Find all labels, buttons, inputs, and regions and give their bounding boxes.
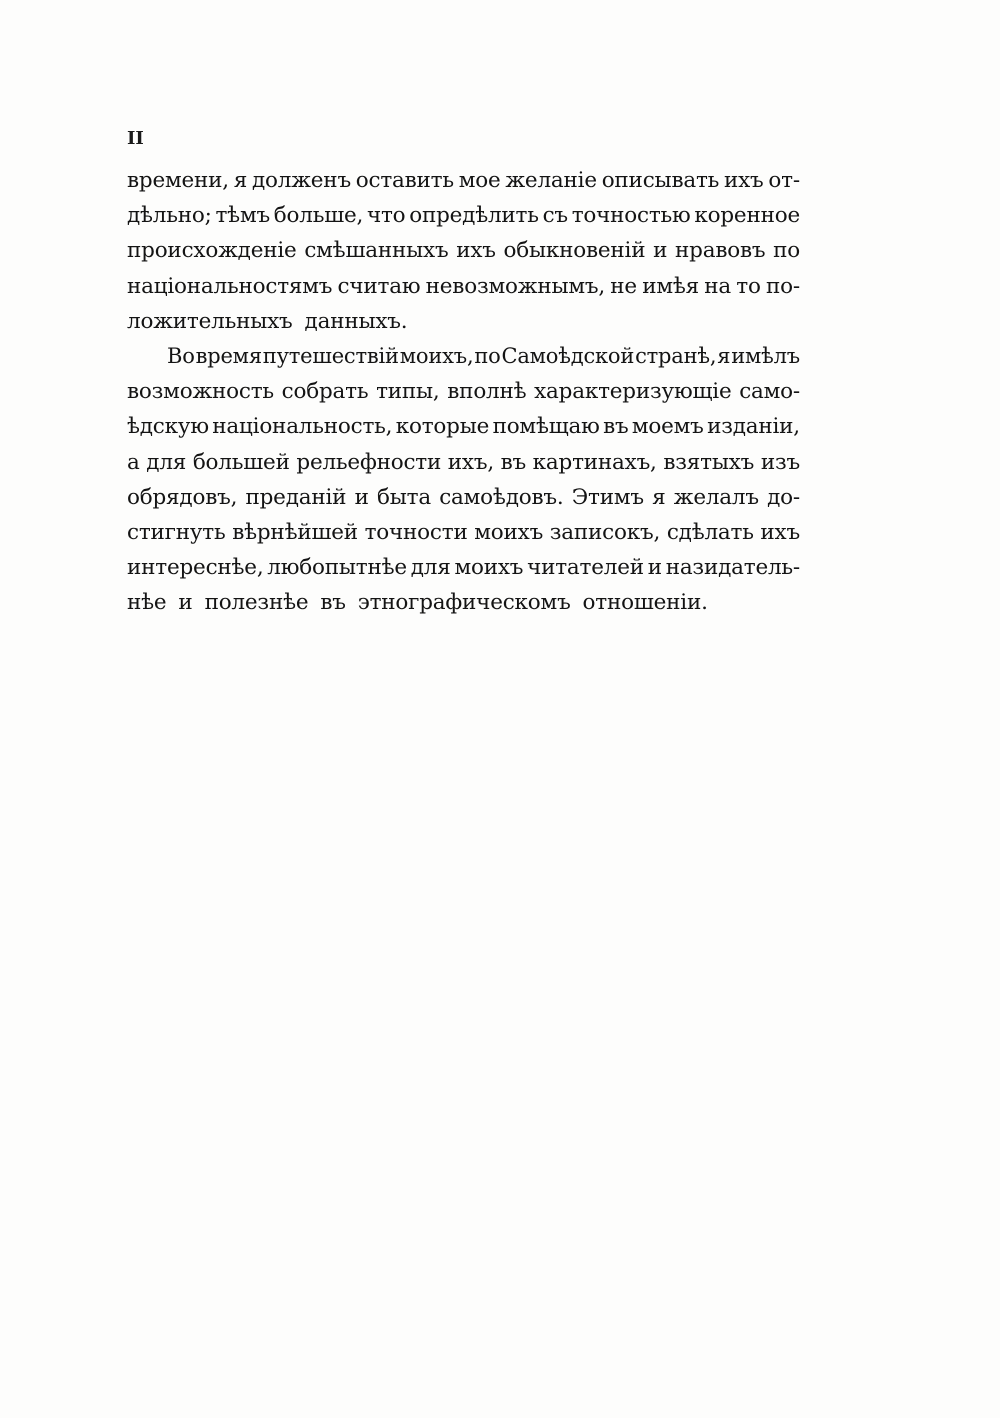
text-line: національностямъ считаю невозможнымъ, не имѣя на то по- xyxy=(127,273,800,299)
text-line: Во время путешествій моихъ, по Самоѣдской странѣ, я имѣлъ xyxy=(167,343,800,368)
body-text xyxy=(127,163,800,620)
text-line: дѣльно; тѣмъ больше, что опредѣлить съ точностью коренное xyxy=(127,203,800,229)
text-line: ѣдскую національность, которые помѣщаю въ моемъ изданіи, xyxy=(127,414,800,440)
text-line: ложительныхъ данныхъ. xyxy=(127,308,408,334)
text-line: интереснѣе, любопытнѣе для моихъ читателей и назидатель- xyxy=(127,555,800,581)
paragraph-2 xyxy=(127,339,800,621)
text-line: происхожденіе смѣшанныхъ ихъ обыкновеній и нравовъ по xyxy=(127,238,800,264)
text-line: обрядовъ, преданій и быта самоѣдовъ. Этимъ я желалъ до- xyxy=(127,484,800,510)
text-line: стигнуть вѣрнѣйшей точности моихъ записокъ, сдѣлать ихъ xyxy=(127,519,800,545)
text-line: времени, я долженъ оставить мое желаніе описывать ихъ от- xyxy=(127,168,800,193)
text-line: а для большей рельефности ихъ, въ картинахъ, взятыхъ изъ xyxy=(127,449,800,475)
page-number: II xyxy=(127,128,144,149)
paragraph-1 xyxy=(127,163,800,339)
text-line: возможность собрать типы, вполнѣ характеризующіе само- xyxy=(127,379,800,405)
text-line: нѣе и полезнѣе въ этнографическомъ отношеніи. xyxy=(127,590,708,616)
